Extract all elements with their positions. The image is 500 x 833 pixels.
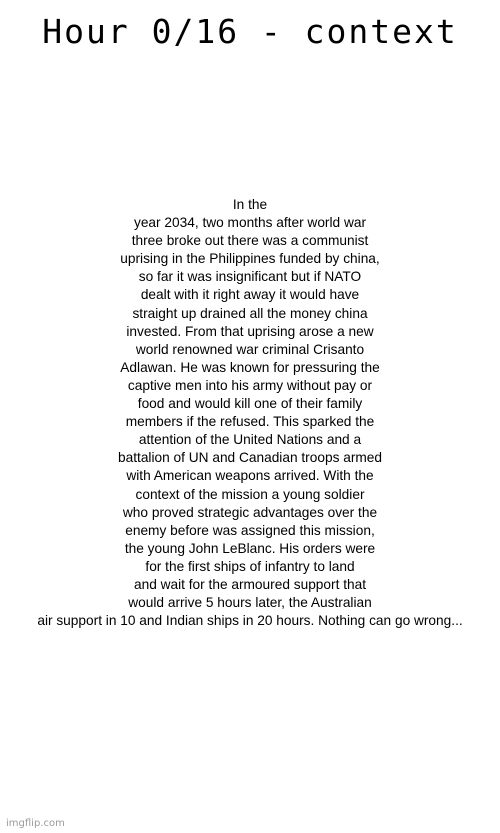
paragraph-line: uprising in the Philippines funded by china, xyxy=(120,251,380,267)
paragraph-line: food and would kill one of their family xyxy=(137,396,363,412)
paragraph-line: straight up drained all the money china xyxy=(132,305,368,321)
paragraph-line: enemy before was assigned this mission, xyxy=(125,522,375,538)
paragraph-line: members if the refused. This sparked the xyxy=(125,414,375,430)
paragraph-line: Adlawan. He was known for pressuring the xyxy=(120,359,380,375)
context-paragraph xyxy=(0,196,500,630)
paragraph-line: world renowned war criminal Crisanto xyxy=(135,341,365,357)
paragraph-line: In the xyxy=(232,197,268,212)
paragraph-line: with American weapons arrived. With the xyxy=(126,468,374,484)
paragraph-line: for the first ships of infantry to land xyxy=(145,558,355,574)
paragraph-line: dealt with it right away it would have xyxy=(140,287,360,303)
paragraph-line: invested. From that uprising arose a new xyxy=(126,323,374,339)
watermark: imgflip.com xyxy=(6,818,65,829)
paragraph-line: year 2034, two months after world war xyxy=(133,215,367,231)
paragraph-line: air support in 10 and Indian ships in 20 hours. Nothing can go wrong... xyxy=(37,613,463,629)
page-title: Hour 0/16 - context xyxy=(42,12,458,51)
paragraph-line: three broke out there was a communist xyxy=(131,233,369,249)
paragraph-line: the young John LeBlanc. His orders were xyxy=(124,540,376,556)
paragraph-line: and wait for the armoured support that xyxy=(133,576,367,592)
paragraph-line: so far it was insignificant but if NATO xyxy=(138,269,362,285)
paragraph-line: battalion of UN and Canadian troops armed xyxy=(117,450,383,466)
paragraph-line: who proved strategic advantages over the xyxy=(122,504,378,520)
paragraph-line: would arrive 5 hours later, the Australian xyxy=(128,595,372,611)
paragraph-line: attention of the United Nations and a xyxy=(138,432,362,448)
paragraph-line: captive men into his army without pay or xyxy=(127,377,373,393)
paragraph-line: context of the mission a young soldier xyxy=(135,486,365,502)
